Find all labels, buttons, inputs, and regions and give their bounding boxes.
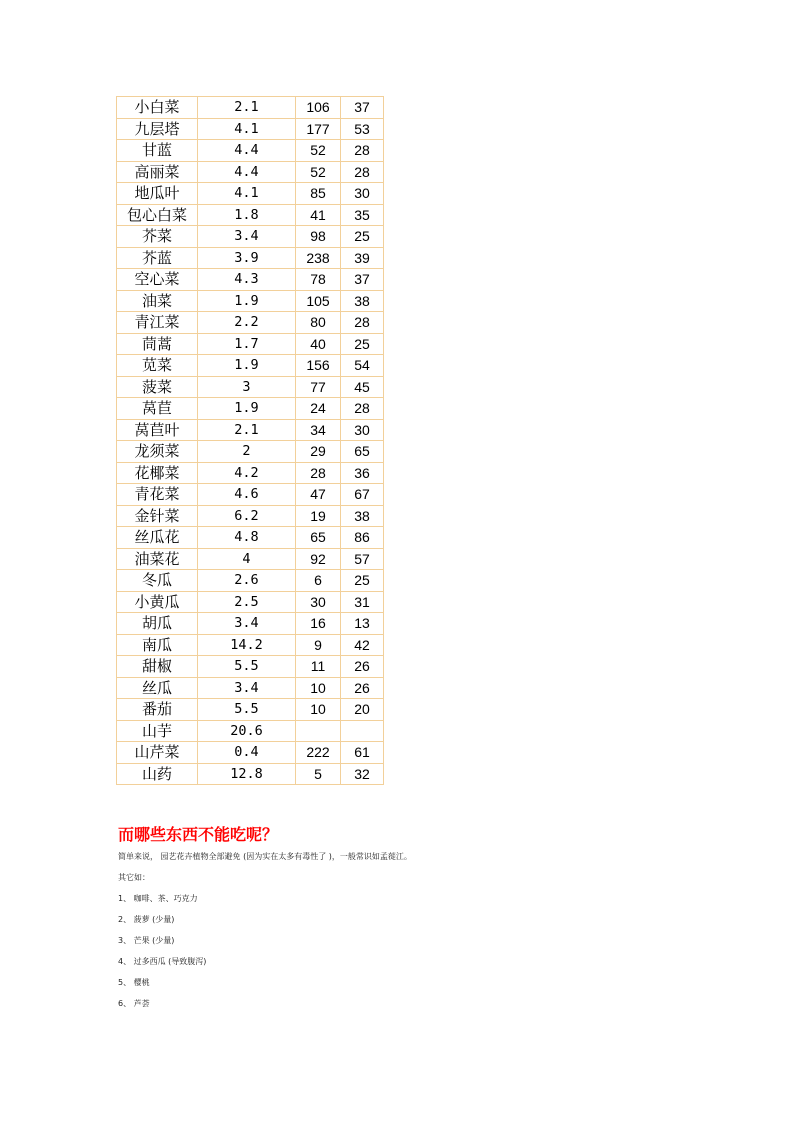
value-cell-1: 4.1: [198, 118, 296, 140]
value-cell-3: 28: [341, 161, 384, 183]
value-cell-2: 40: [296, 333, 341, 355]
list-item: 1、 咖啡、茶、巧克力: [118, 894, 198, 903]
table-row: [117, 247, 384, 269]
value-cell-3: 32: [341, 763, 384, 785]
value-cell-1: 2: [198, 441, 296, 463]
table-row: [117, 161, 384, 183]
table-row: [117, 398, 384, 420]
table-row: [117, 742, 384, 764]
vegetable-name-cell: 高丽菜: [117, 161, 198, 183]
vegetable-name-cell: 山芹菜: [117, 742, 198, 764]
value-cell-2: 52: [296, 140, 341, 162]
value-cell-3: 57: [341, 548, 384, 570]
vegetable-name-cell: 甜椒: [117, 656, 198, 678]
vegetable-name-cell: 莴苣叶: [117, 419, 198, 441]
vegetable-name-cell: 茼蒿: [117, 333, 198, 355]
value-cell-2: 77: [296, 376, 341, 398]
value-cell-2: 5: [296, 763, 341, 785]
vegetable-name-cell: 山芋: [117, 720, 198, 742]
value-cell-1: 4.8: [198, 527, 296, 549]
table-row: [117, 484, 384, 506]
value-cell-1: 2.1: [198, 97, 296, 119]
vegetable-name-cell: 小白菜: [117, 97, 198, 119]
table-row: [117, 527, 384, 549]
value-cell-2: 105: [296, 290, 341, 312]
table-row: [117, 118, 384, 140]
table-row: [117, 333, 384, 355]
value-cell-3: 65: [341, 441, 384, 463]
value-cell-2: 19: [296, 505, 341, 527]
table-row: [117, 269, 384, 291]
vegetable-name-cell: 龙须菜: [117, 441, 198, 463]
vegetable-name-cell: 冬瓜: [117, 570, 198, 592]
vegetable-name-cell: 油菜: [117, 290, 198, 312]
value-cell-1: 4.6: [198, 484, 296, 506]
table-row: [117, 763, 384, 785]
value-cell-2: 9: [296, 634, 341, 656]
value-cell-3: 28: [341, 398, 384, 420]
value-cell-2: 28: [296, 462, 341, 484]
value-cell-2: 30: [296, 591, 341, 613]
table-row: [117, 97, 384, 119]
value-cell-3: 86: [341, 527, 384, 549]
value-cell-1: 1.7: [198, 333, 296, 355]
list-item: 3、 芒果 (少量): [118, 936, 175, 945]
table-row: [117, 720, 384, 742]
table-row: [117, 699, 384, 721]
value-cell-1: 4.2: [198, 462, 296, 484]
vegetable-name-cell: 苋菜: [117, 355, 198, 377]
vegetable-name-cell: 南瓜: [117, 634, 198, 656]
table-row: [117, 290, 384, 312]
value-cell-1: 3.4: [198, 226, 296, 248]
value-cell-1: 4.4: [198, 161, 296, 183]
value-cell-3: 38: [341, 505, 384, 527]
value-cell-3: 53: [341, 118, 384, 140]
table-row: [117, 591, 384, 613]
value-cell-1: 2.2: [198, 312, 296, 334]
table-row: [117, 312, 384, 334]
value-cell-3: 28: [341, 312, 384, 334]
table-row: [117, 548, 384, 570]
vegetable-name-cell: 胡瓜: [117, 613, 198, 635]
value-cell-1: 5.5: [198, 656, 296, 678]
table-row: [117, 634, 384, 656]
value-cell-3: 13: [341, 613, 384, 635]
list-item: 2、 菠萝 (少量): [118, 915, 175, 924]
value-cell-2: 29: [296, 441, 341, 463]
value-cell-3: 38: [341, 290, 384, 312]
value-cell-1: 14.2: [198, 634, 296, 656]
value-cell-1: 4.1: [198, 183, 296, 205]
value-cell-2: 222: [296, 742, 341, 764]
value-cell-2: 10: [296, 677, 341, 699]
table-row: [117, 204, 384, 226]
value-cell-2: 65: [296, 527, 341, 549]
vegetable-name-cell: 花椰菜: [117, 462, 198, 484]
value-cell-2: 78: [296, 269, 341, 291]
value-cell-3: [341, 720, 384, 742]
value-cell-1: 5.5: [198, 699, 296, 721]
list-intro: 其它如：: [118, 873, 150, 882]
vegetable-name-cell: 莴苣: [117, 398, 198, 420]
value-cell-1: 3.4: [198, 613, 296, 635]
value-cell-2: 6: [296, 570, 341, 592]
vegetable-name-cell: 甘蓝: [117, 140, 198, 162]
value-cell-1: 2.1: [198, 419, 296, 441]
value-cell-3: 39: [341, 247, 384, 269]
value-cell-1: 1.8: [198, 204, 296, 226]
vegetable-name-cell: 丝瓜: [117, 677, 198, 699]
vegetable-name-cell: 芥蓝: [117, 247, 198, 269]
table-body: [117, 97, 384, 785]
value-cell-3: 25: [341, 333, 384, 355]
value-cell-2: 80: [296, 312, 341, 334]
value-cell-3: 35: [341, 204, 384, 226]
vegetable-name-cell: 空心菜: [117, 269, 198, 291]
value-cell-3: 30: [341, 419, 384, 441]
value-cell-3: 45: [341, 376, 384, 398]
value-cell-3: 54: [341, 355, 384, 377]
value-cell-2: 24: [296, 398, 341, 420]
vegetable-name-cell: 小黄瓜: [117, 591, 198, 613]
value-cell-3: 26: [341, 656, 384, 678]
table-row: [117, 656, 384, 678]
value-cell-3: 31: [341, 591, 384, 613]
table-row: [117, 462, 384, 484]
value-cell-1: 2.6: [198, 570, 296, 592]
value-cell-1: 4.3: [198, 269, 296, 291]
intro-text: 简单来说， 园艺花卉植物全部避免 (因为实在太多有毒性了 )，一般常识如孟蓰江。: [118, 852, 412, 861]
list-item: 5、 樱桃: [118, 978, 150, 987]
value-cell-2: 106: [296, 97, 341, 119]
vegetable-name-cell: 菠菜: [117, 376, 198, 398]
value-cell-2: 52: [296, 161, 341, 183]
value-cell-2: 156: [296, 355, 341, 377]
value-cell-2: 41: [296, 204, 341, 226]
value-cell-2: 92: [296, 548, 341, 570]
value-cell-2: [296, 720, 341, 742]
vegetable-name-cell: 番茄: [117, 699, 198, 721]
value-cell-1: 0.4: [198, 742, 296, 764]
value-cell-1: 3: [198, 376, 296, 398]
value-cell-2: 47: [296, 484, 341, 506]
vegetable-name-cell: 地瓜叶: [117, 183, 198, 205]
table-row: [117, 441, 384, 463]
value-cell-1: 4.4: [198, 140, 296, 162]
value-cell-2: 98: [296, 226, 341, 248]
value-cell-3: 25: [341, 570, 384, 592]
value-cell-2: 16: [296, 613, 341, 635]
table-row: [117, 505, 384, 527]
table-row: [117, 355, 384, 377]
value-cell-2: 177: [296, 118, 341, 140]
table-row: [117, 140, 384, 162]
vegetable-name-cell: 包心白菜: [117, 204, 198, 226]
list-item: 6、 芦荟: [118, 999, 150, 1008]
section-heading: 而哪些东西不能吃呢？: [118, 825, 279, 844]
value-cell-1: 1.9: [198, 290, 296, 312]
table-row: [117, 613, 384, 635]
value-cell-3: 30: [341, 183, 384, 205]
value-cell-1: 6.2: [198, 505, 296, 527]
value-cell-1: 3.9: [198, 247, 296, 269]
value-cell-2: 11: [296, 656, 341, 678]
vegetable-name-cell: 油菜花: [117, 548, 198, 570]
value-cell-1: 3.4: [198, 677, 296, 699]
value-cell-1: 1.9: [198, 398, 296, 420]
value-cell-3: 37: [341, 269, 384, 291]
value-cell-1: 4: [198, 548, 296, 570]
value-cell-1: 12.8: [198, 763, 296, 785]
vegetable-name-cell: 金针菜: [117, 505, 198, 527]
table-row: [117, 226, 384, 248]
table-row: [117, 376, 384, 398]
vegetable-name-cell: 青江菜: [117, 312, 198, 334]
list-item: 4、 过多西瓜 (导致腹泻): [118, 957, 207, 966]
value-cell-3: 42: [341, 634, 384, 656]
value-cell-2: 238: [296, 247, 341, 269]
value-cell-3: 25: [341, 226, 384, 248]
table-row: [117, 677, 384, 699]
table-row: [117, 419, 384, 441]
vegetable-name-cell: 丝瓜花: [117, 527, 198, 549]
value-cell-1: 2.5: [198, 591, 296, 613]
value-cell-1: 20.6: [198, 720, 296, 742]
vegetable-name-cell: 芥菜: [117, 226, 198, 248]
value-cell-1: 1.9: [198, 355, 296, 377]
vegetable-name-cell: 山药: [117, 763, 198, 785]
value-cell-3: 26: [341, 677, 384, 699]
value-cell-3: 37: [341, 97, 384, 119]
value-cell-3: 67: [341, 484, 384, 506]
value-cell-3: 61: [341, 742, 384, 764]
table-row: [117, 183, 384, 205]
value-cell-3: 28: [341, 140, 384, 162]
value-cell-3: 20: [341, 699, 384, 721]
value-cell-2: 10: [296, 699, 341, 721]
vegetable-nutrition-table: [116, 96, 384, 785]
value-cell-2: 85: [296, 183, 341, 205]
value-cell-2: 34: [296, 419, 341, 441]
table-row: [117, 570, 384, 592]
vegetable-name-cell: 九层塔: [117, 118, 198, 140]
value-cell-3: 36: [341, 462, 384, 484]
vegetable-name-cell: 青花菜: [117, 484, 198, 506]
